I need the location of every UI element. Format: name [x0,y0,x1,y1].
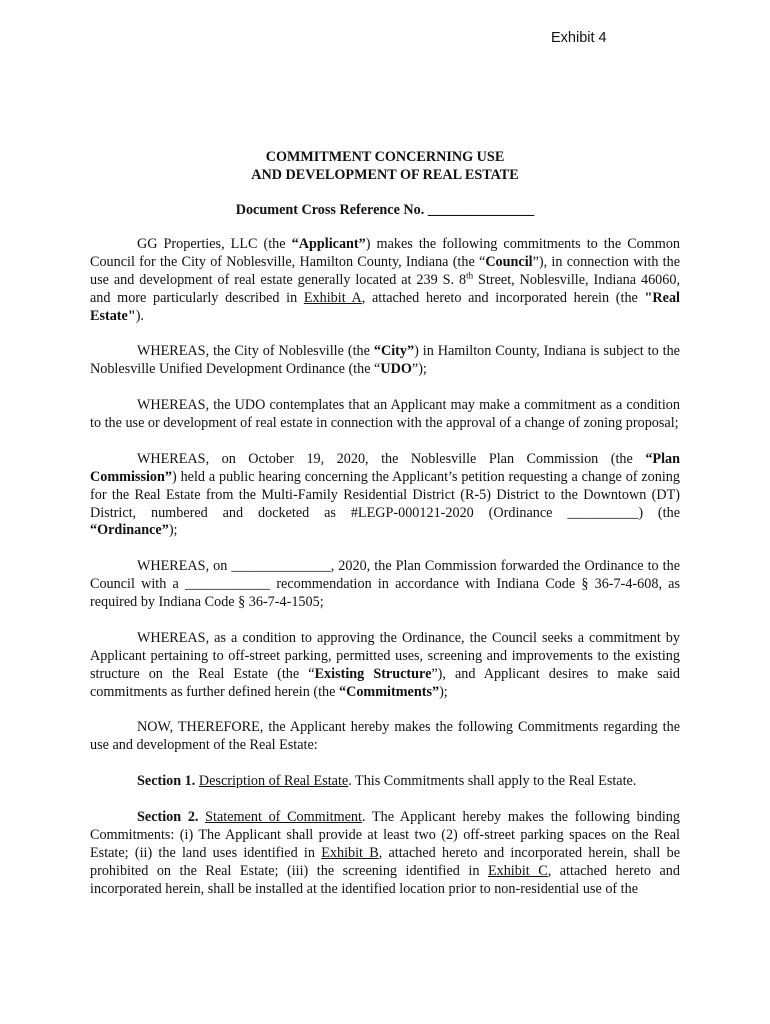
text: WHEREAS, as a condition to approving the Ordinance, the Council seeks a commitment by Applicant pertaining to off-street parking, permitted uses, screening and improvements to the existing structure on the Real Estate (the “ [90,629,680,682]
text: GG Properties, LLC (the [137,236,292,252]
whereas-plan-commission-paragraph [90,451,680,541]
section-2-paragraph [90,809,680,899]
exhibit-label: Exhibit 4 [551,30,607,46]
text: ”), and Applicant desires to make said commitments as further defined herein (the [90,665,680,700]
now-therefore-paragraph: NOW, THEREFORE, the Applicant hereby makes the following Commitments regarding the use and development of the Real Estate: [90,719,680,754]
applicant-term: “Applicant” [291,236,366,252]
text: WHEREAS, on October 19, 2020, the Noblesville Plan Commission (the [137,450,646,467]
text: ). [135,307,144,324]
document-title [0,148,770,184]
section-1-label: Section 1. [137,773,196,790]
whereas-recommendation-paragraph: WHEREAS, on ______________, 2020, the Plan Commission forwarded the Ordinance to the Council with a ____________ recommendation in accordance with Indiana Code § 36-7-4-608, as required by Indiana Code § 36-7-4-1505; [90,558,680,611]
intro-paragraph [90,236,680,326]
text: Street, Noblesville, Indiana 46060, and more particularly described in [90,271,680,306]
text: ); [439,683,448,700]
section-1-paragraph [90,773,680,791]
whereas-udo-paragraph: WHEREAS, the UDO contemplates that an Applicant may make a commitment as a condition to the use or development of real estate in connection with the approval of a change of zoning proposal; [90,397,680,432]
city-term: “City” [373,343,415,360]
section-1-heading: Description of Real Estate [198,773,349,790]
exhibit-c-reference: Exhibit C [487,862,548,879]
text: ) makes the following commitments to the Common Council for the City of Noblesville, Hamilton County, Indiana (the “ [90,236,681,270]
text: ”); [411,361,427,378]
ordinal-suffix: th [466,270,474,281]
text: ”), in connection with the use and development of real estate generally located at 239 S. 8 [90,253,680,288]
title-line-2: AND DEVELOPMENT OF REAL ESTATE [251,167,519,183]
cross-reference: Document Cross Reference No. _______________ [235,202,535,218]
text: , attached hereto and incorporated herein, shall be prohibited on the Real Estate; (iii) the screening identified in [90,844,680,879]
text: ); [168,522,178,539]
exhibit-b-reference: Exhibit B [321,844,379,861]
text: . The Applicant hereby makes the following binding Commitments: (i) The Applicant shall provide at least two (2) off-street parking spaces on the Real Estate; (ii) the land uses identified in [90,808,680,861]
text: ) in Hamilton County, Indiana is subject to the Noblesville Unified Development Ordinance (the “ [90,343,680,378]
section-2-heading: Statement of Commitment [205,808,362,825]
text: ) held a public hearing concerning the Applicant’s petition requesting a change of zoning for the Real Estate from the Multi-Family Residential District (R-5) District to the Downtown (DT) District, numbered and docketed as #LEGP-000121-2020 (Ordinance __________) (the [90,468,680,521]
text: WHEREAS, the City of Noblesville (the [137,343,374,360]
ordinance-term: “Ordinance” [90,522,169,539]
whereas-city-paragraph [90,343,680,379]
text: , attached hereto and incorporated herein (the [361,289,645,306]
exhibit-a-reference: Exhibit A [303,289,362,306]
real-estate-term: "Real Estate" [90,289,680,324]
text: , attached hereto and incorporated herein, shall be installed at the identified location prior to non-residential use of the [90,862,680,897]
council-term: Council [485,253,533,270]
commitments-term: “Commitments” [338,683,440,700]
existing-structure-term: Existing Structure [314,665,432,682]
udo-term: UDO [380,361,412,378]
title-line-1: COMMITMENT CONCERNING USE [265,149,505,165]
section-2-label: Section 2. [137,808,199,825]
document-body [90,236,680,916]
plan-commission-term: “Plan Commission” [90,450,680,485]
whereas-commitment-paragraph [90,630,680,702]
text: . This Commitments shall apply to the Real Estate. [348,773,637,790]
